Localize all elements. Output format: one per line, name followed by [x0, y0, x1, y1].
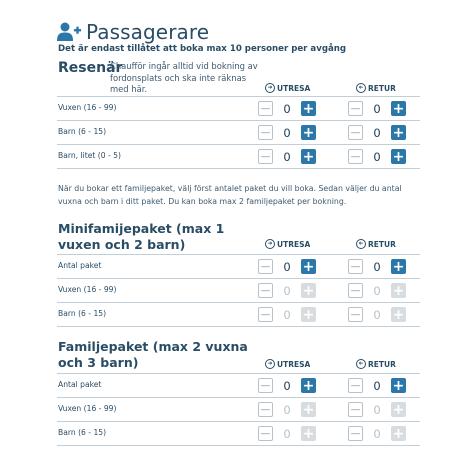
page-title: Passagerare — [86, 20, 210, 44]
plus-button[interactable]: + — [302, 425, 315, 442]
row-label: Antal paket — [58, 380, 102, 389]
row-label: Vuxen (16 - 99) — [58, 103, 117, 112]
plus-button[interactable]: + — [392, 282, 405, 299]
table-row — [57, 374, 420, 398]
table-row — [57, 303, 420, 327]
minus-button[interactable]: − — [259, 282, 272, 299]
quantity-value: 0 — [373, 260, 381, 274]
family-col-retur: ➜ RETUR — [356, 359, 396, 369]
quantity-stepper-utresa — [258, 307, 316, 323]
plus-button[interactable]: + — [302, 258, 315, 275]
resenar-note: Chaufför ingår alltid vid bokning av fordonsplats och ska inte räknas med här. — [110, 61, 258, 94]
quantity-value: 0 — [373, 427, 381, 441]
table-row — [57, 422, 420, 446]
row-label: Barn (6 - 15) — [58, 127, 107, 136]
quantity-stepper-retur — [348, 378, 406, 394]
minus-button[interactable]: − — [349, 377, 362, 394]
quantity-stepper-retur — [348, 402, 406, 418]
quantity-value: 0 — [373, 126, 381, 140]
arrow-left-circle-icon: ➜ — [356, 83, 366, 93]
family-package-title: Familjepaket (max 2 vuxna och 3 barn) — [58, 339, 248, 370]
row-label: Antal paket — [58, 261, 102, 270]
family-package-info: När du bokar ett familjepaket, välj först antalet paket du vill boka. Sedan väljer du antal vuxna och barn i ditt paket. Du kan boka max 2 familjepaket per bokning. — [58, 184, 402, 206]
arrow-right-circle-icon: ➜ — [265, 239, 275, 249]
quantity-stepper-utresa — [258, 378, 316, 394]
quantity-value: 0 — [373, 150, 381, 164]
table-row — [57, 97, 420, 121]
page-header — [57, 20, 209, 44]
quantity-stepper-retur — [348, 149, 406, 165]
booking-limit-notice: Det är endast tillåtet att boka max 10 personer per avgång — [58, 44, 347, 54]
resenar-col-retur: ➜ RETUR — [356, 83, 396, 93]
minus-button[interactable]: − — [349, 258, 362, 275]
plus-button[interactable]: + — [302, 124, 315, 141]
quantity-stepper-utresa — [258, 259, 316, 275]
plus-button[interactable]: + — [302, 377, 315, 394]
plus-button[interactable]: + — [302, 148, 315, 165]
plus-button[interactable]: + — [392, 124, 405, 141]
minus-button[interactable]: − — [259, 100, 272, 117]
row-label: Vuxen (16 - 99) — [58, 285, 117, 294]
resenar-table — [57, 96, 420, 169]
quantity-value: 0 — [283, 308, 291, 322]
minus-button[interactable]: − — [349, 306, 362, 323]
row-label: Barn (6 - 15) — [58, 309, 107, 318]
quantity-stepper-retur — [348, 101, 406, 117]
minus-button[interactable]: − — [259, 124, 272, 141]
plus-button[interactable]: + — [392, 258, 405, 275]
quantity-stepper-utresa — [258, 125, 316, 141]
mini-col-retur: ➜ RETUR — [356, 239, 396, 249]
table-row — [57, 398, 420, 422]
quantity-stepper-retur — [348, 307, 406, 323]
minus-button[interactable]: − — [349, 282, 362, 299]
plus-button[interactable]: + — [302, 100, 315, 117]
quantity-stepper-utresa — [258, 426, 316, 442]
quantity-value: 0 — [373, 102, 381, 116]
plus-button[interactable]: + — [392, 100, 405, 117]
quantity-stepper-retur — [348, 426, 406, 442]
quantity-stepper-retur — [348, 125, 406, 141]
plus-button[interactable]: + — [392, 401, 405, 418]
minus-button[interactable]: − — [349, 148, 362, 165]
resenar-col-utresa: ➜ UTRESA — [265, 83, 310, 93]
resenar-title: Resenär — [58, 60, 123, 76]
quantity-value: 0 — [283, 260, 291, 274]
table-row — [57, 255, 420, 279]
minus-button[interactable]: − — [349, 124, 362, 141]
quantity-stepper-utresa — [258, 149, 316, 165]
minus-button[interactable]: − — [259, 306, 272, 323]
quantity-value: 0 — [283, 379, 291, 393]
table-row — [57, 279, 420, 303]
plus-button[interactable]: + — [302, 401, 315, 418]
quantity-value: 0 — [373, 308, 381, 322]
plus-button[interactable]: + — [302, 306, 315, 323]
quantity-value: 0 — [283, 284, 291, 298]
plus-button[interactable]: + — [302, 282, 315, 299]
quantity-stepper-utresa — [258, 101, 316, 117]
quantity-stepper-retur — [348, 259, 406, 275]
quantity-value: 0 — [283, 150, 291, 164]
plus-button[interactable]: + — [392, 377, 405, 394]
arrow-right-circle-icon: ➜ — [265, 83, 275, 93]
plus-button[interactable]: + — [392, 148, 405, 165]
mini-table — [57, 254, 420, 327]
mini-package-title: Minifamijepaket (max 1 vuxen och 2 barn) — [58, 221, 225, 252]
minus-button[interactable]: − — [349, 401, 362, 418]
row-label: Barn, litet (0 - 5) — [58, 151, 121, 160]
quantity-value: 0 — [283, 126, 291, 140]
quantity-value: 0 — [373, 284, 381, 298]
row-label: Barn (6 - 15) — [58, 428, 107, 437]
minus-button[interactable]: − — [259, 425, 272, 442]
quantity-value: 0 — [283, 427, 291, 441]
mini-col-utresa: ➜ UTRESA — [265, 239, 310, 249]
arrow-left-circle-icon: ➜ — [356, 239, 366, 249]
plus-button[interactable]: + — [392, 306, 405, 323]
table-row — [57, 121, 420, 145]
table-row — [57, 145, 420, 169]
add-user-icon — [57, 22, 81, 42]
arrow-right-circle-icon: ➜ — [265, 359, 275, 369]
quantity-value: 0 — [373, 379, 381, 393]
family-table — [57, 373, 420, 446]
row-label: Vuxen (16 - 99) — [58, 404, 117, 413]
minus-button[interactable]: − — [349, 100, 362, 117]
family-col-utresa: ➜ UTRESA — [265, 359, 310, 369]
minus-button[interactable]: − — [349, 425, 362, 442]
minus-button[interactable]: − — [259, 377, 272, 394]
plus-button[interactable]: + — [392, 425, 405, 442]
minus-button[interactable]: − — [259, 258, 272, 275]
quantity-stepper-utresa — [258, 402, 316, 418]
quantity-value: 0 — [283, 403, 291, 417]
minus-button[interactable]: − — [259, 148, 272, 165]
arrow-left-circle-icon: ➜ — [356, 359, 366, 369]
quantity-stepper-utresa — [258, 283, 316, 299]
quantity-value: 0 — [373, 403, 381, 417]
quantity-stepper-retur — [348, 283, 406, 299]
quantity-value: 0 — [283, 102, 291, 116]
minus-button[interactable]: − — [259, 401, 272, 418]
